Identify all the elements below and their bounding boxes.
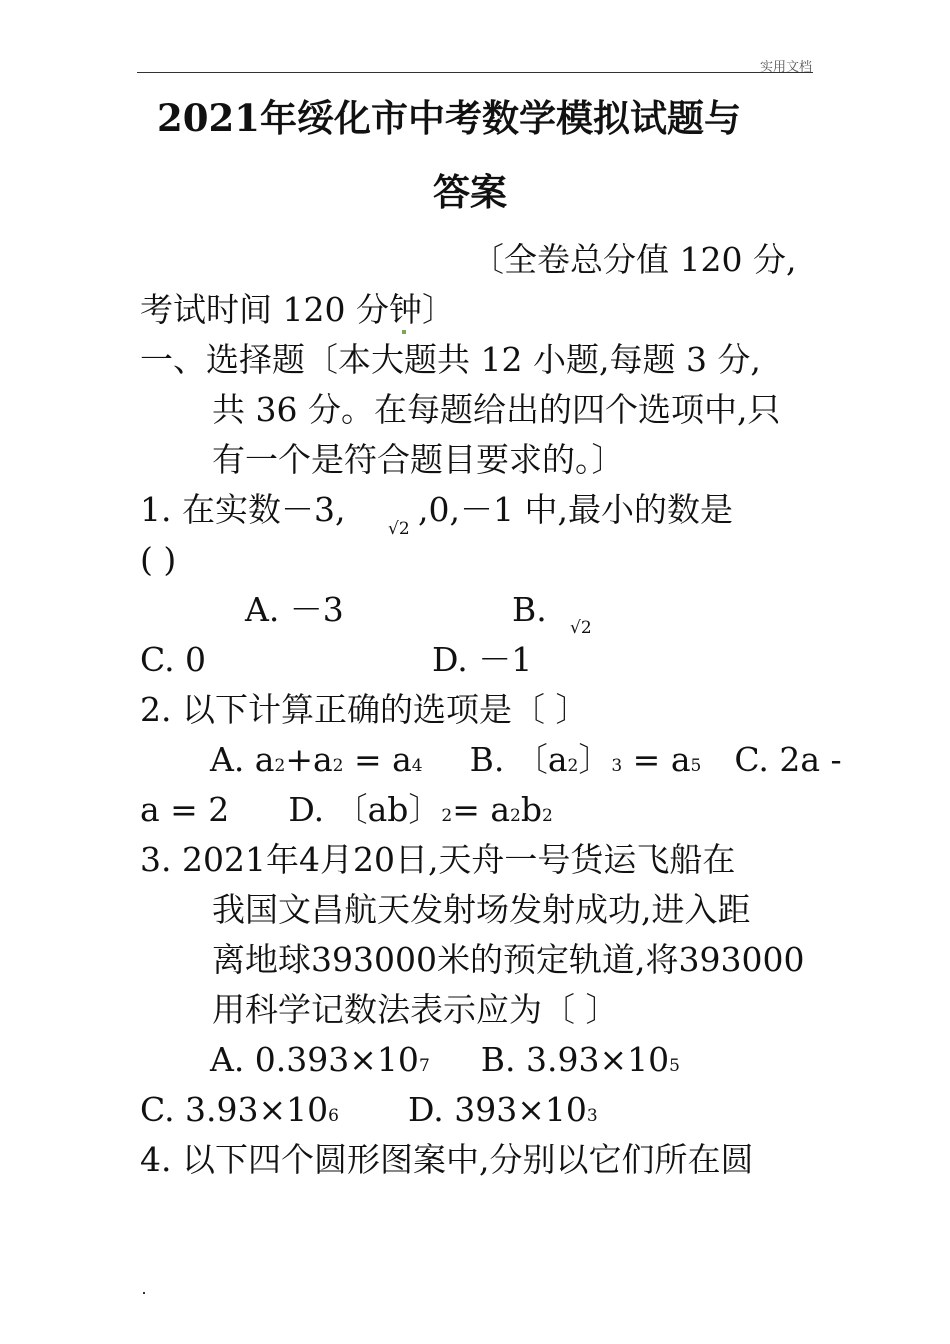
q3-options-line2 — [140, 1090, 598, 1129]
q2-option-a: A. a2+a2 = a4 — [210, 740, 423, 779]
q3-options-line1 — [210, 1040, 680, 1079]
q3-option-d: D. 393×103 — [408, 1090, 598, 1129]
q2-option-c-cont: a = 2 — [140, 790, 230, 829]
q1-sqrt: √2 — [388, 519, 410, 539]
q3-stem-line4: 用科学记数法表示应为〔 〕 — [212, 990, 619, 1029]
q2-option-c: C. 2a - — [734, 740, 842, 779]
q1-stem-b: ,0,－1 中,最小的数是 — [418, 490, 733, 529]
section-desc-line2: 共 36 分。在每题给出的四个选项中,只 — [212, 390, 781, 429]
q2-options-line1 — [210, 740, 842, 779]
page-title: 2021年绥化市中考数学模拟试题与 — [157, 96, 741, 140]
footer-dot — [143, 1292, 145, 1294]
page-title-line2: 答案 — [433, 170, 507, 214]
q1-option-d: D. －1 — [432, 640, 533, 679]
q3-option-c: C. 3.93×106 — [140, 1090, 339, 1129]
decor-mark — [402, 330, 406, 334]
section-heading: 一、选择题〔本大题共 12 小题,每题 3 分, — [140, 340, 761, 379]
q2-options-line2 — [140, 790, 553, 829]
q1-stem-a: 1. 在实数－3, — [140, 490, 346, 529]
score-info: 〔全卷总分值 120 分, — [471, 240, 797, 279]
q4-stem-line1: 4. 以下四个圆形图案中,分别以它们所在圆 — [140, 1140, 754, 1179]
q3-stem-line3: 离地球393000米的预定轨道,将393000 — [212, 940, 805, 979]
q1-option-c: C. 0 — [140, 640, 207, 679]
header-tag: 实用文档 — [759, 60, 812, 75]
q3-stem-line2: 我国文昌航天发射场发射成功,进入距 — [212, 890, 751, 929]
q1-option-b: B. — [512, 590, 547, 629]
q3-option-b: B. 3.93×105 — [480, 1040, 680, 1079]
time-info: 考试时间 120 分钟〕 — [140, 290, 455, 329]
header-rule — [137, 72, 813, 73]
section-desc-line3: 有一个是符合题目要求的。〕 — [212, 440, 625, 479]
q2-option-d: D. 〔ab〕2= a2b2 — [288, 790, 553, 829]
q3-stem-line1: 3. 2021年4月20日,天舟一号货运飞船在 — [140, 840, 736, 879]
q2-stem: 2. 以下计算正确的选项是〔 〕 — [140, 690, 589, 729]
q1-option-b-sqrt: √2 — [570, 618, 592, 638]
q3-option-a: A. 0.393×107 — [210, 1040, 430, 1079]
q1-answer-paren: ( ) — [140, 540, 177, 579]
q2-option-b: B. 〔a2〕3 = a5 — [469, 740, 702, 779]
q1-option-a: A. －3 — [245, 590, 344, 629]
